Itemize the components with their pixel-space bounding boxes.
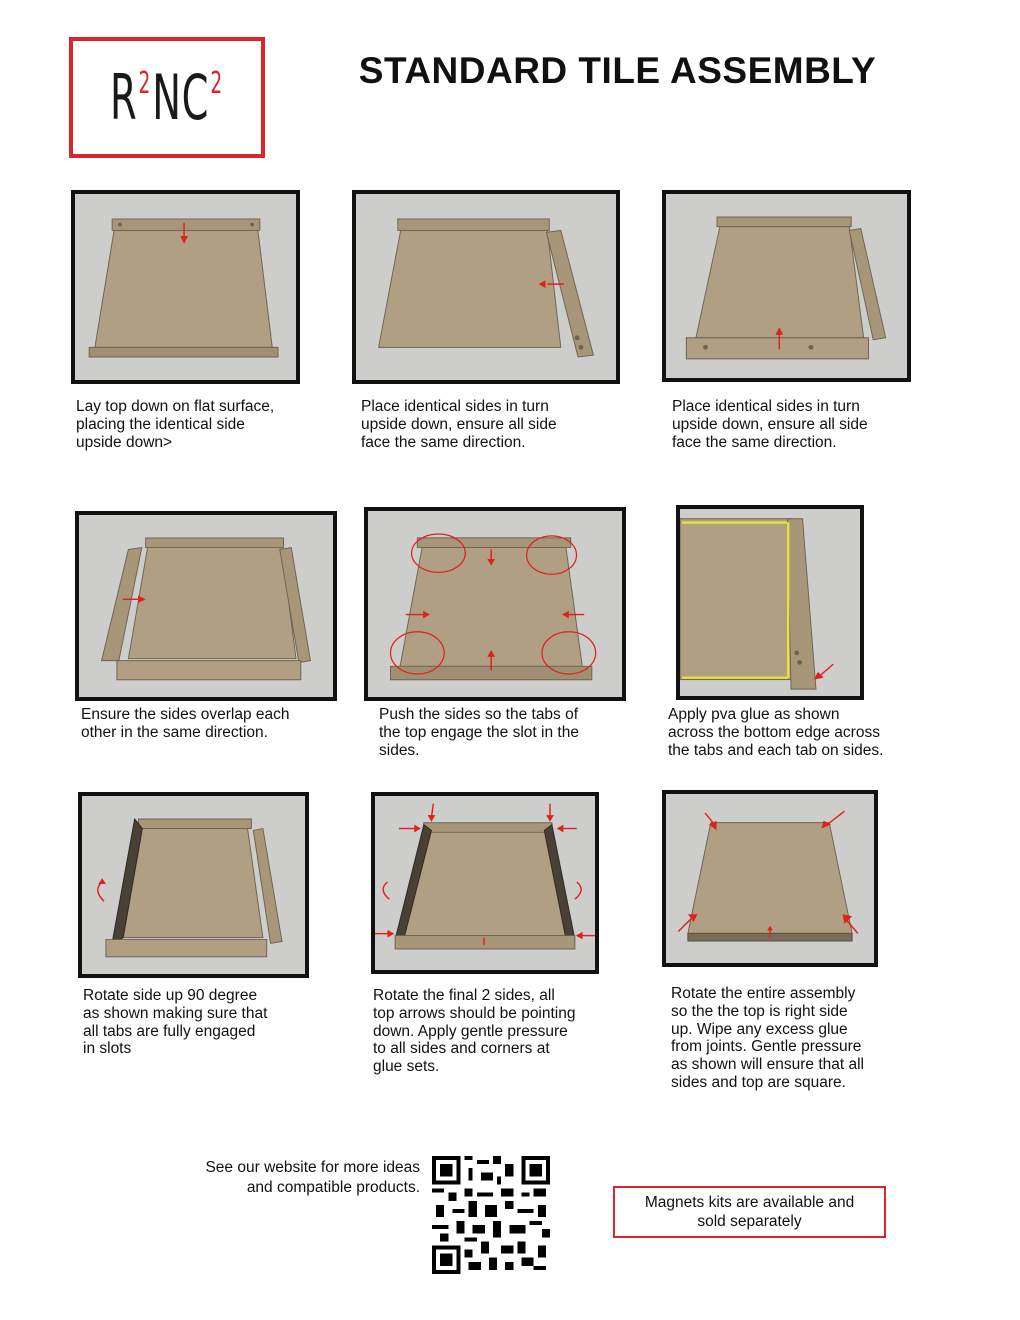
step-9-caption: Rotate the entire assembly so the the top is right side up. Wipe any excess glue from joints. Gentle pressure as shown will ensure that all sides and top are square.: [671, 985, 864, 1091]
step-5-image: [364, 507, 626, 701]
step-2-caption: Place identical sides in turn upside down, ensure all side face the same direction.: [361, 398, 557, 451]
step-6-caption: Apply pva glue as shown across the bottom edge across the tabs and each tab on sides.: [668, 706, 884, 759]
logo-wordmark: R 2 NC 2: [109, 61, 223, 134]
step-8-image: [371, 792, 599, 974]
step-1-caption: Lay top down on flat surface, placing the identical side upside down>: [76, 398, 275, 451]
step-1-image: [71, 190, 300, 384]
step-3-image: [662, 190, 911, 382]
step-3-caption: Place identical sides in turn upside down, ensure all side face the same direction.: [672, 398, 868, 451]
brand-logo: [69, 37, 265, 158]
step-7-image: [78, 792, 309, 978]
page-title: STANDARD TILE ASSEMBLY: [358, 50, 877, 91]
website-note: See our website for more ideas and compatible products.: [205, 1159, 420, 1196]
step-6-image: [676, 505, 864, 700]
step-9-image: [662, 790, 878, 967]
magnets-notice: Magnets kits are available and sold separately: [613, 1186, 886, 1238]
qr-code-icon[interactable]: [432, 1156, 550, 1274]
step-7-caption: Rotate side up 90 degree as shown making sure that all tabs are fully engaged in slots: [83, 987, 268, 1058]
step-4-caption: Ensure the sides overlap each other in the same direction.: [81, 706, 290, 741]
step-8-caption: Rotate the final 2 sides, all top arrows should be pointing down. Apply gentle pressure to all sides and corners at glue sets.: [373, 987, 576, 1076]
step-5-caption: Push the sides so the tabs of the top engage the slot in the sides.: [379, 706, 579, 759]
step-4-image: [75, 511, 337, 701]
step-2-image: [352, 190, 620, 384]
